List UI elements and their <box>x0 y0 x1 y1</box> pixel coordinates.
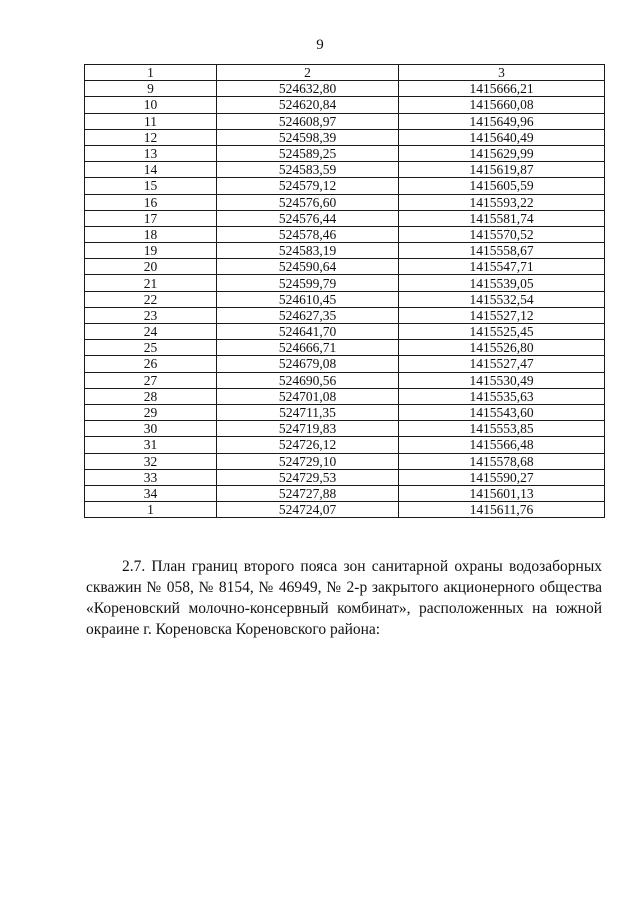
table-row <box>85 145 605 161</box>
cell-y-coordinate: 1415539,05 <box>399 275 605 291</box>
page-number: 9 <box>316 37 324 53</box>
cell-y-coordinate: 1415578,68 <box>399 453 605 469</box>
table-row <box>85 307 605 323</box>
table-row <box>85 421 605 437</box>
cell-x-coordinate: 524598,39 <box>217 129 399 145</box>
table-row <box>85 388 605 404</box>
table-row <box>85 485 605 501</box>
cell-y-coordinate: 1415649,96 <box>399 113 605 129</box>
table-row <box>85 502 605 518</box>
table-row <box>85 453 605 469</box>
cell-y-coordinate: 1415570,52 <box>399 226 605 242</box>
cell-y-coordinate: 1415535,63 <box>399 388 605 404</box>
cell-x-coordinate: 524690,56 <box>217 372 399 388</box>
cell-x-coordinate: 524727,88 <box>217 485 399 501</box>
table-row <box>85 437 605 453</box>
cell-y-coordinate: 1415581,74 <box>399 210 605 226</box>
cell-x-coordinate: 524627,35 <box>217 307 399 323</box>
section-paragraph: 2.7. План границ второго пояса зон санитарной охраны водозаборных скважин № 058, № 8154, № 46949, № 2-р закрытого акционерного общества «Кореновский молочно-консервный комбинат», расположенных на южной окраине г. Кореновска Кореновского района: <box>86 558 602 638</box>
cell-y-coordinate: 1415660,08 <box>399 97 605 113</box>
cell-x-coordinate: 524641,70 <box>217 324 399 340</box>
cell-y-coordinate: 1415605,59 <box>399 178 605 194</box>
table-row <box>85 129 605 145</box>
cell-y-coordinate: 1415558,67 <box>399 243 605 259</box>
cell-x-coordinate: 524583,59 <box>217 162 399 178</box>
table-row <box>85 243 605 259</box>
cell-x-coordinate: 524579,12 <box>217 178 399 194</box>
cell-y-coordinate: 1415547,71 <box>399 259 605 275</box>
cell-y-coordinate: 1415525,45 <box>399 324 605 340</box>
cell-x-coordinate: 524608,97 <box>217 113 399 129</box>
header-cell-point: 1 <box>85 65 217 81</box>
cell-y-coordinate: 1415553,85 <box>399 421 605 437</box>
cell-y-coordinate: 1415611,76 <box>399 502 605 518</box>
cell-point-number: 14 <box>85 162 217 178</box>
table-row <box>85 372 605 388</box>
table-row <box>85 178 605 194</box>
cell-x-coordinate: 524576,44 <box>217 210 399 226</box>
cell-y-coordinate: 1415526,80 <box>399 340 605 356</box>
table-row <box>85 194 605 210</box>
table-row <box>85 291 605 307</box>
cell-point-number: 11 <box>85 113 217 129</box>
table-row <box>85 469 605 485</box>
cell-x-coordinate: 524620,84 <box>217 97 399 113</box>
cell-y-coordinate: 1415590,27 <box>399 469 605 485</box>
cell-point-number: 12 <box>85 129 217 145</box>
cell-point-number: 31 <box>85 437 217 453</box>
cell-point-number: 19 <box>85 243 217 259</box>
cell-x-coordinate: 524590,64 <box>217 259 399 275</box>
cell-x-coordinate: 524726,12 <box>217 437 399 453</box>
cell-point-number: 24 <box>85 324 217 340</box>
cell-x-coordinate: 524729,53 <box>217 469 399 485</box>
table-row <box>85 226 605 242</box>
cell-point-number: 18 <box>85 226 217 242</box>
cell-x-coordinate: 524578,46 <box>217 226 399 242</box>
table-row <box>85 81 605 97</box>
cell-point-number: 34 <box>85 485 217 501</box>
cell-y-coordinate: 1415629,99 <box>399 145 605 161</box>
coordinates-table <box>84 64 605 518</box>
cell-y-coordinate: 1415543,60 <box>399 404 605 420</box>
table-row <box>85 162 605 178</box>
cell-x-coordinate: 524576,60 <box>217 194 399 210</box>
cell-point-number: 10 <box>85 97 217 113</box>
cell-point-number: 28 <box>85 388 217 404</box>
cell-y-coordinate: 1415640,49 <box>399 129 605 145</box>
cell-y-coordinate: 1415566,48 <box>399 437 605 453</box>
table-row <box>85 324 605 340</box>
cell-x-coordinate: 524666,71 <box>217 340 399 356</box>
table-row <box>85 340 605 356</box>
cell-y-coordinate: 1415530,49 <box>399 372 605 388</box>
cell-point-number: 26 <box>85 356 217 372</box>
cell-x-coordinate: 524679,08 <box>217 356 399 372</box>
cell-x-coordinate: 524724,07 <box>217 502 399 518</box>
table-row <box>85 113 605 129</box>
cell-x-coordinate: 524589,25 <box>217 145 399 161</box>
cell-y-coordinate: 1415527,12 <box>399 307 605 323</box>
table-header-row <box>85 65 605 81</box>
cell-point-number: 20 <box>85 259 217 275</box>
table-row <box>85 275 605 291</box>
cell-point-number: 13 <box>85 145 217 161</box>
table-row <box>85 356 605 372</box>
cell-y-coordinate: 1415527,47 <box>399 356 605 372</box>
table-row <box>85 210 605 226</box>
cell-point-number: 30 <box>85 421 217 437</box>
cell-point-number: 23 <box>85 307 217 323</box>
header-cell-y: 3 <box>399 65 605 81</box>
cell-x-coordinate: 524701,08 <box>217 388 399 404</box>
cell-point-number: 27 <box>85 372 217 388</box>
cell-point-number: 33 <box>85 469 217 485</box>
coordinates-table-body <box>85 65 605 518</box>
cell-point-number: 25 <box>85 340 217 356</box>
cell-point-number: 1 <box>85 502 217 518</box>
table-row <box>85 259 605 275</box>
table-row <box>85 404 605 420</box>
cell-x-coordinate: 524632,80 <box>217 81 399 97</box>
cell-point-number: 16 <box>85 194 217 210</box>
cell-y-coordinate: 1415532,54 <box>399 291 605 307</box>
cell-x-coordinate: 524583,19 <box>217 243 399 259</box>
cell-y-coordinate: 1415619,87 <box>399 162 605 178</box>
cell-y-coordinate: 1415666,21 <box>399 81 605 97</box>
cell-x-coordinate: 524729,10 <box>217 453 399 469</box>
cell-point-number: 9 <box>85 81 217 97</box>
cell-x-coordinate: 524719,83 <box>217 421 399 437</box>
cell-point-number: 15 <box>85 178 217 194</box>
cell-y-coordinate: 1415601,13 <box>399 485 605 501</box>
table-row <box>85 97 605 113</box>
cell-x-coordinate: 524711,35 <box>217 404 399 420</box>
header-cell-x: 2 <box>217 65 399 81</box>
cell-point-number: 21 <box>85 275 217 291</box>
cell-point-number: 22 <box>85 291 217 307</box>
cell-point-number: 17 <box>85 210 217 226</box>
cell-x-coordinate: 524610,45 <box>217 291 399 307</box>
cell-point-number: 32 <box>85 453 217 469</box>
cell-y-coordinate: 1415593,22 <box>399 194 605 210</box>
cell-point-number: 29 <box>85 404 217 420</box>
cell-x-coordinate: 524599,79 <box>217 275 399 291</box>
